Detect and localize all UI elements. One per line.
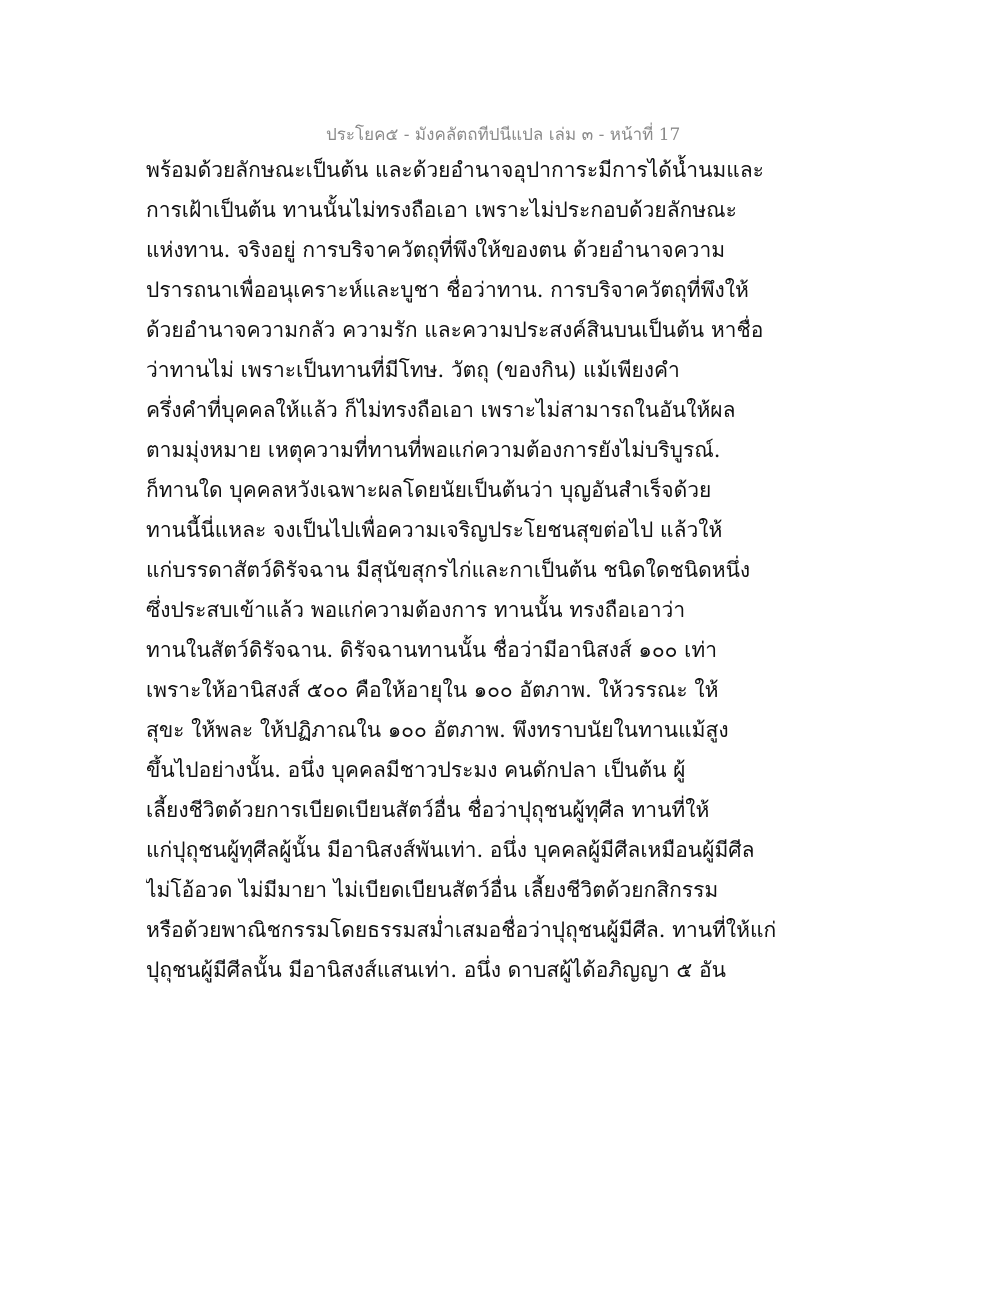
text-line: ปุถุชนผู้มีศีลนั้น มีอานิสงส์แสนเท่า. อนึ่ง ดาบสผู้ได้อภิญญา ๕ อัน [146, 958, 726, 982]
text-line: เพราะให้อานิสงส์ ๕๐๐ คือให้อายุใน ๑๐๐ อัตภาพ. ให้วรรณะ ให้ [146, 678, 719, 702]
text-line: ก็ทานใด บุคคลหวังเฉพาะผลโดยนัยเป็นต้นว่า บุญอันสำเร็จด้วย [146, 478, 712, 502]
text-line: ทานนี้นี่แหละ จงเป็นไปเพื่อความเจริญประโยชนสุขต่อไป แล้วให้ [146, 518, 723, 542]
text-line: สุขะ ให้พละ ให้ปฏิภาณใน ๑๐๐ อัตภาพ. พึงทราบนัยในทานแม้สูง [146, 718, 729, 742]
body-text [146, 150, 866, 990]
text-line: ซึ่งประสบเข้าแล้ว พอแก่ความต้องการ ทานนั้น ทรงถือเอาว่า [146, 598, 686, 622]
text-line: พร้อมด้วยลักษณะเป็นต้น และด้วยอำนาจอุปาการะมีการได้น้ำนมและ [146, 158, 764, 182]
text-line: ตามมุ่งหมาย เหตุความที่ทานที่พอแก่ความต้องการยังไม่บริบูรณ์. [146, 438, 721, 462]
text-line: แห่งทาน. จริงอยู่ การบริจาควัตถุที่พึงให้ของตน ด้วยอำนาจความ [146, 238, 726, 262]
text-line: ไม่โอ้อวด ไม่มีมายา ไม่เบียดเบียนสัตว์อื่น เลี้ยงชีวิตด้วยกสิกรรม [146, 878, 719, 902]
text-line: แก่บรรดาสัตว์ดิรัจฉาน มีสุนัขสุกรไก่และกาเป็นต้น ชนิดใดชนิดหนึ่ง [146, 558, 751, 582]
text-line: ทานในสัตว์ดิรัจฉาน. ดิรัจฉานทานนั้น ชื่อว่ามีอานิสงส์ ๑๐๐ เท่า [146, 638, 717, 662]
text-line: ว่าทานไม่ เพราะเป็นทานที่มีโทษ. วัตถุ (ของกิน) แม้เพียงคำ [146, 358, 680, 382]
text-line: ครึ่งคำที่บุคคลให้แล้ว ก็ไม่ทรงถือเอา เพราะไม่สามารถในอันให้ผล [146, 398, 736, 422]
running-header: ประโยค๕ - มังคลัตถทีปนีแปล เล่ม ๓ - หน้าที่ 17 [326, 125, 681, 145]
text-line: หรือด้วยพาณิชกรรมโดยธรรมสม่ำเสมอชื่อว่าปุถุชนผู้มีศีล. ทานที่ให้แก่ [146, 918, 777, 942]
text-line: ขึ้นไปอย่างนั้น. อนึ่ง บุคคลมีชาวประมง คนดักปลา เป็นต้น ผู้ [146, 758, 686, 782]
text-line: แก่ปุถุชนผู้ทุศีลผู้นั้น มีอานิสงส์พันเท่า. อนึ่ง บุคคลผู้มีศีลเหมือนผู้มีศีล [146, 838, 755, 862]
text-line: การเฝ้าเป็นต้น ทานนั้นไม่ทรงถือเอา เพราะไม่ประกอบด้วยลักษณะ [146, 198, 737, 222]
text-line: ปรารถนาเพื่ออนุเคราะห์และบูชา ชื่อว่าทาน. การบริจาควัตถุที่พึงให้ [146, 278, 749, 302]
text-line: ด้วยอำนาจความกลัว ความรัก และความประสงค์สินบนเป็นต้น หาชื่อ [146, 318, 764, 342]
text-line: เลี้ยงชีวิตด้วยการเบียดเบียนสัตว์อื่น ชื่อว่าปุถุชนผู้ทุศีล ทานที่ให้ [146, 798, 710, 822]
